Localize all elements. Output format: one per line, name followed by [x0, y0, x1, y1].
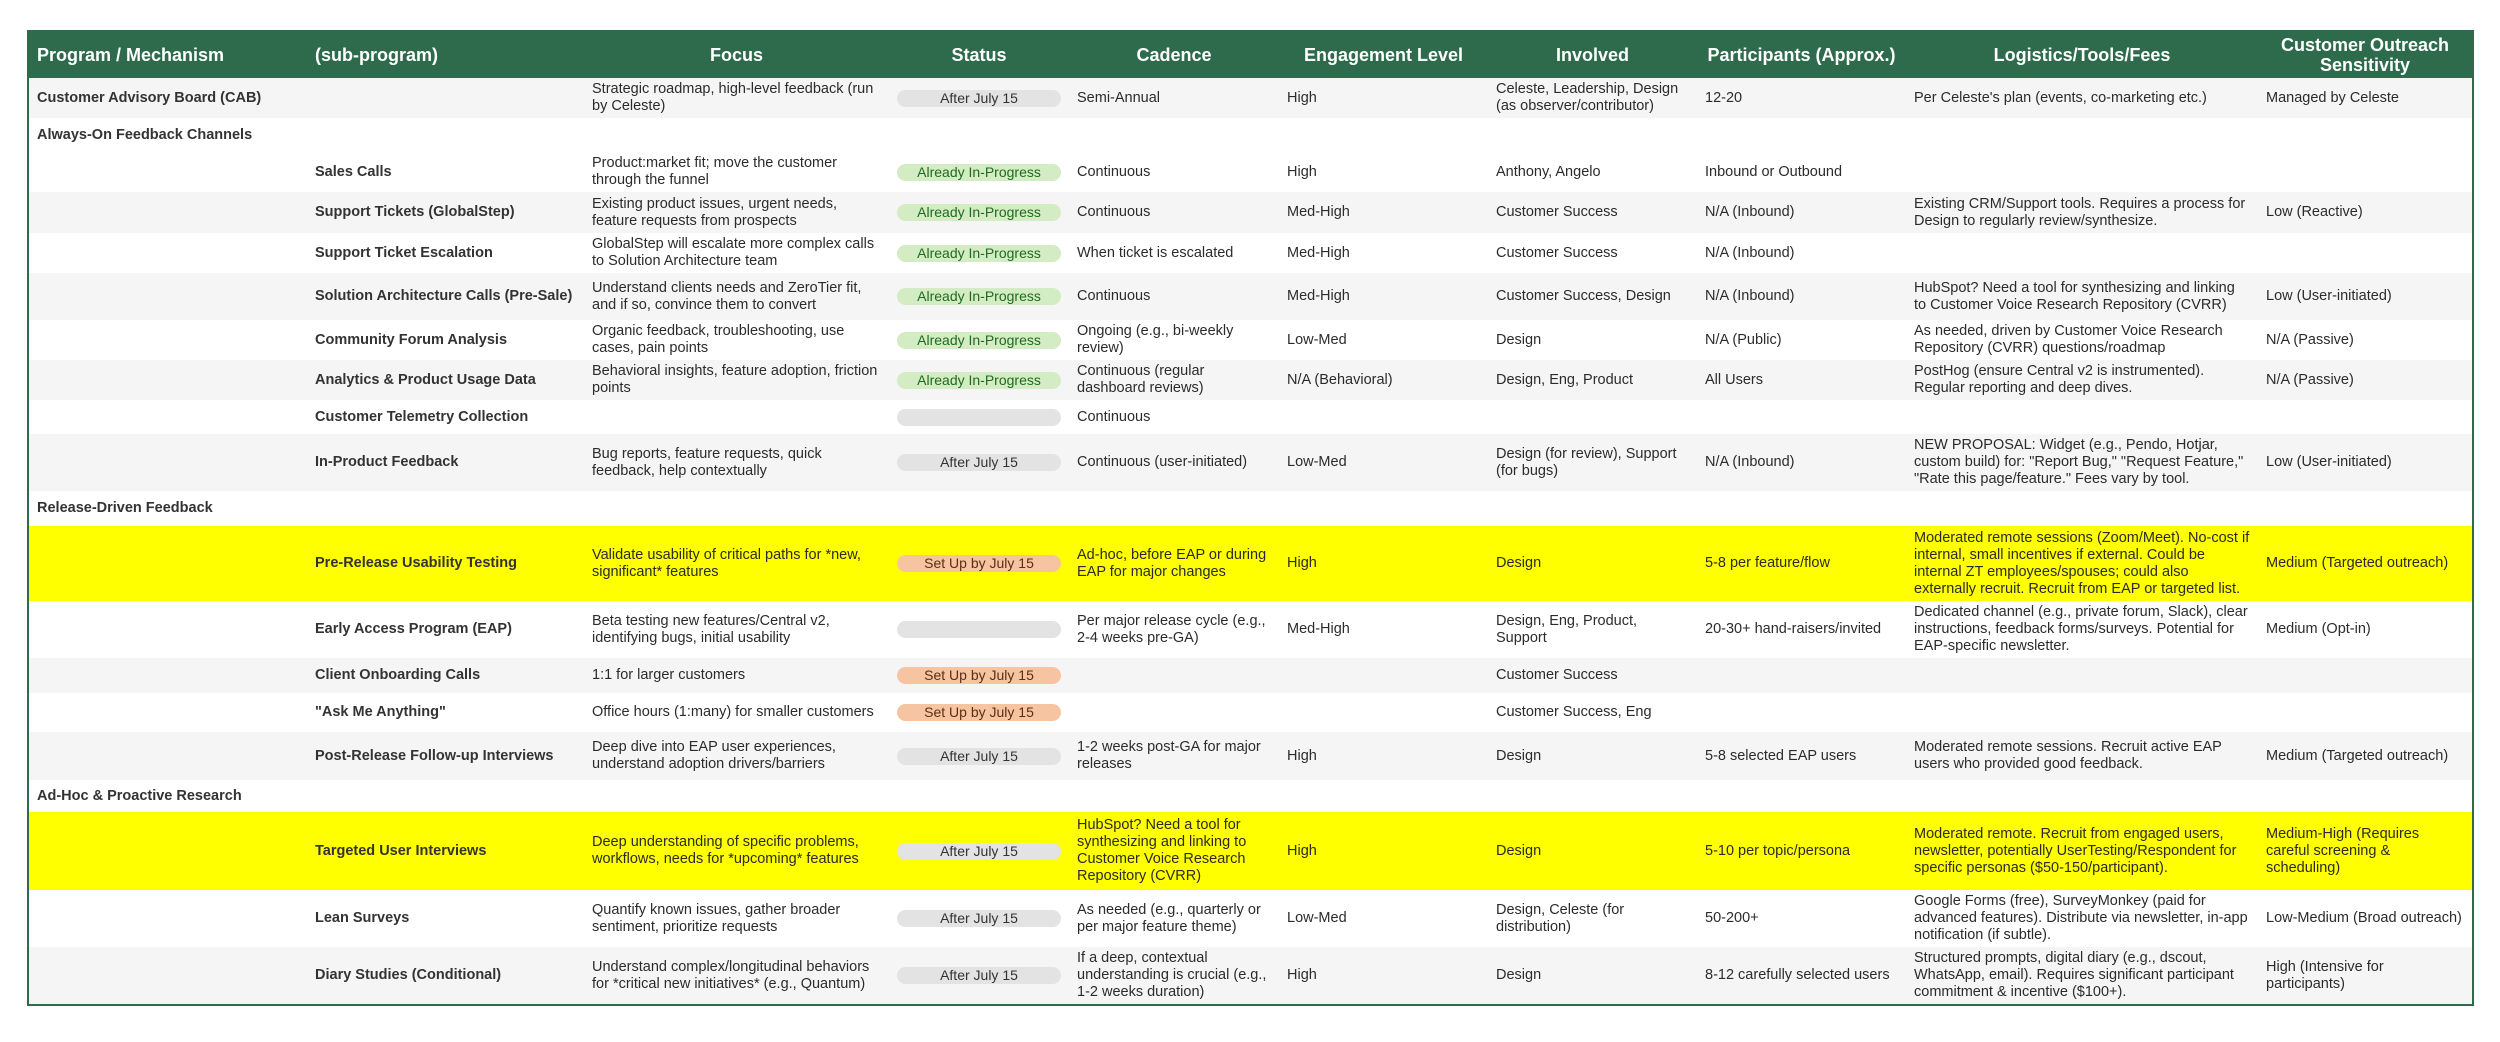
- status-badge: Already In-Progress: [897, 245, 1061, 262]
- program-cell[interactable]: [28, 192, 307, 233]
- program-cell[interactable]: [28, 732, 307, 780]
- involved-cell[interactable]: Design, Eng, Product, Support: [1488, 601, 1697, 658]
- cadence-cell[interactable]: [1069, 693, 1279, 732]
- involved-cell[interactable]: Customer Success, Design: [1488, 273, 1697, 320]
- status-cell[interactable]: [889, 601, 1069, 658]
- section-heading: Always-On Feedback Channels: [28, 118, 2473, 152]
- participants-cell[interactable]: N/A (Inbound): [1697, 233, 1906, 273]
- focus-cell[interactable]: Understand complex/longitudinal behaviors for *critical new initiatives* (e.g., Quantum): [584, 947, 889, 1005]
- cadence-cell[interactable]: When ticket is escalated: [1069, 233, 1279, 273]
- focus-cell[interactable]: Validate usability of critical paths for *new, significant* features: [584, 526, 889, 601]
- engagement-cell[interactable]: High: [1279, 947, 1488, 1005]
- program-table: [27, 30, 2474, 1006]
- focus-cell[interactable]: Product:market fit; move the customer through the funnel: [584, 152, 889, 192]
- program-cell[interactable]: [28, 400, 307, 434]
- sub-program-cell[interactable]: Solution Architecture Calls (Pre-Sale): [307, 273, 584, 320]
- logistics-cell[interactable]: [1906, 658, 2258, 693]
- status-cell[interactable]: [889, 360, 1069, 400]
- focus-cell[interactable]: Understand clients needs and ZeroTier fit, and if so, convince them to convert: [584, 273, 889, 320]
- sub-program-cell[interactable]: [307, 78, 584, 118]
- participants-cell[interactable]: 5-8 per feature/flow: [1697, 526, 1906, 601]
- status-cell[interactable]: [889, 658, 1069, 693]
- status-cell[interactable]: [889, 233, 1069, 273]
- focus-cell[interactable]: Deep dive into EAP user experiences, understand adoption drivers/barriers: [584, 732, 889, 780]
- table-row: [28, 732, 2473, 780]
- section-row: [28, 491, 2473, 526]
- engagement-cell[interactable]: Low-Med: [1279, 320, 1488, 360]
- sensitivity-cell[interactable]: Medium (Targeted outreach): [2258, 732, 2473, 780]
- logistics-cell[interactable]: Moderated remote sessions. Recruit active EAP users who provided good feedback.: [1906, 732, 2258, 780]
- program-cell[interactable]: Customer Advisory Board (CAB): [28, 78, 307, 118]
- logistics-cell[interactable]: PostHog (ensure Central v2 is instrumented). Regular reporting and deep dives.: [1906, 360, 2258, 400]
- sensitivity-cell[interactable]: [2258, 233, 2473, 273]
- participants-cell[interactable]: N/A (Inbound): [1697, 192, 1906, 233]
- focus-cell[interactable]: Organic feedback, troubleshooting, use cases, pain points: [584, 320, 889, 360]
- status-badge: Set Up by July 15: [897, 555, 1061, 572]
- sensitivity-cell[interactable]: Medium-High (Requires careful screening & scheduling): [2258, 812, 2473, 890]
- sub-program-cell[interactable]: Lean Surveys: [307, 890, 584, 947]
- col-header-status[interactable]: Status: [889, 31, 1069, 78]
- table-row: [28, 273, 2473, 320]
- involved-cell[interactable]: Customer Success: [1488, 658, 1697, 693]
- status-cell[interactable]: [889, 947, 1069, 1005]
- col-header-involved[interactable]: Involved: [1488, 31, 1697, 78]
- sensitivity-cell[interactable]: N/A (Passive): [2258, 360, 2473, 400]
- status-cell[interactable]: [889, 732, 1069, 780]
- involved-cell[interactable]: Design (for review), Support (for bugs): [1488, 434, 1697, 491]
- sensitivity-cell[interactable]: Low (User-initiated): [2258, 273, 2473, 320]
- involved-cell[interactable]: Design: [1488, 947, 1697, 1005]
- sensitivity-cell[interactable]: [2258, 400, 2473, 434]
- engagement-cell[interactable]: High: [1279, 526, 1488, 601]
- logistics-cell[interactable]: [1906, 152, 2258, 192]
- status-cell[interactable]: [889, 693, 1069, 732]
- involved-cell[interactable]: Anthony, Angelo: [1488, 152, 1697, 192]
- status-badge: After July 15: [897, 748, 1061, 765]
- focus-cell[interactable]: Behavioral insights, feature adoption, friction points: [584, 360, 889, 400]
- involved-cell[interactable]: Design: [1488, 732, 1697, 780]
- program-cell[interactable]: [28, 526, 307, 601]
- section-row: [28, 780, 2473, 812]
- engagement-cell[interactable]: High: [1279, 732, 1488, 780]
- program-cell[interactable]: [28, 320, 307, 360]
- program-cell[interactable]: [28, 890, 307, 947]
- involved-cell[interactable]: Design: [1488, 320, 1697, 360]
- involved-cell[interactable]: Design, Eng, Product: [1488, 360, 1697, 400]
- logistics-cell[interactable]: As needed, driven by Customer Voice Research Repository (CVRR) questions/roadmap: [1906, 320, 2258, 360]
- table-row: [28, 526, 2473, 601]
- involved-cell[interactable]: Design: [1488, 526, 1697, 601]
- engagement-cell[interactable]: [1279, 400, 1488, 434]
- table-row: [28, 890, 2473, 947]
- table-row: [28, 400, 2473, 434]
- focus-cell[interactable]: Strategic roadmap, high-level feedback (run by Celeste): [584, 78, 889, 118]
- program-cell[interactable]: [28, 601, 307, 658]
- focus-cell[interactable]: 1:1 for larger customers: [584, 658, 889, 693]
- focus-cell[interactable]: [584, 400, 889, 434]
- program-cell[interactable]: [28, 947, 307, 1005]
- sub-program-cell[interactable]: Support Ticket Escalation: [307, 233, 584, 273]
- cadence-cell[interactable]: If a deep, contextual understanding is crucial (e.g., 1-2 weeks duration): [1069, 947, 1279, 1005]
- cadence-cell[interactable]: Per major release cycle (e.g., 2-4 weeks pre-GA): [1069, 601, 1279, 658]
- sensitivity-cell[interactable]: [2258, 693, 2473, 732]
- engagement-cell[interactable]: High: [1279, 152, 1488, 192]
- sensitivity-cell[interactable]: Medium (Opt-in): [2258, 601, 2473, 658]
- sub-program-cell[interactable]: Early Access Program (EAP): [307, 601, 584, 658]
- table-row: [28, 78, 2473, 118]
- cadence-cell[interactable]: HubSpot? Need a tool for synthesizing and linking to Customer Voice Research Repository (CVRR): [1069, 812, 1279, 890]
- engagement-cell[interactable]: High: [1279, 812, 1488, 890]
- participants-cell[interactable]: 8-12 carefully selected users: [1697, 947, 1906, 1005]
- participants-cell[interactable]: 50-200+: [1697, 890, 1906, 947]
- logistics-cell[interactable]: Google Forms (free), SurveyMonkey (paid for advanced features). Distribute via newsletter, in-app notification (if subtle).: [1906, 890, 2258, 947]
- sub-program-cell[interactable]: Community Forum Analysis: [307, 320, 584, 360]
- status-cell[interactable]: [889, 400, 1069, 434]
- status-cell[interactable]: [889, 434, 1069, 491]
- involved-cell[interactable]: Customer Success: [1488, 192, 1697, 233]
- sub-program-cell[interactable]: Customer Telemetry Collection: [307, 400, 584, 434]
- cadence-cell[interactable]: Continuous: [1069, 400, 1279, 434]
- logistics-cell[interactable]: HubSpot? Need a tool for synthesizing and linking to Customer Voice Research Repository (CVRR): [1906, 273, 2258, 320]
- table-row: [28, 601, 2473, 658]
- participants-cell[interactable]: [1697, 693, 1906, 732]
- focus-cell[interactable]: Bug reports, feature requests, quick feedback, help contextually: [584, 434, 889, 491]
- focus-cell[interactable]: Quantify known issues, gather broader sentiment, prioritize requests: [584, 890, 889, 947]
- status-cell[interactable]: [889, 320, 1069, 360]
- engagement-cell[interactable]: Med-High: [1279, 233, 1488, 273]
- cadence-cell[interactable]: 1-2 weeks post-GA for major releases: [1069, 732, 1279, 780]
- table-row: [28, 812, 2473, 890]
- status-cell[interactable]: [889, 192, 1069, 233]
- cadence-cell[interactable]: As needed (e.g., quarterly or per major feature theme): [1069, 890, 1279, 947]
- section-row: [28, 118, 2473, 152]
- participants-cell[interactable]: All Users: [1697, 360, 1906, 400]
- col-header-focus[interactable]: Focus: [584, 31, 889, 78]
- participants-cell[interactable]: 5-10 per topic/persona: [1697, 812, 1906, 890]
- logistics-cell[interactable]: [1906, 693, 2258, 732]
- cadence-cell[interactable]: Continuous: [1069, 152, 1279, 192]
- table-row: [28, 233, 2473, 273]
- cadence-cell[interactable]: [1069, 658, 1279, 693]
- status-badge: Already In-Progress: [897, 372, 1061, 389]
- sub-program-cell[interactable]: Client Onboarding Calls: [307, 658, 584, 693]
- status-cell[interactable]: [889, 78, 1069, 118]
- program-cell[interactable]: [28, 812, 307, 890]
- status-badge: [897, 409, 1061, 426]
- table-row: [28, 693, 2473, 732]
- sensitivity-cell[interactable]: Low-Medium (Broad outreach): [2258, 890, 2473, 947]
- status-badge: After July 15: [897, 90, 1061, 107]
- sensitivity-cell[interactable]: Low (Reactive): [2258, 192, 2473, 233]
- focus-cell[interactable]: Office hours (1:many) for smaller customers: [584, 693, 889, 732]
- involved-cell[interactable]: Design, Celeste (for distribution): [1488, 890, 1697, 947]
- focus-cell[interactable]: Existing product issues, urgent needs, feature requests from prospects: [584, 192, 889, 233]
- program-cell[interactable]: [28, 273, 307, 320]
- focus-cell[interactable]: Beta testing new features/Central v2, identifying bugs, initial usability: [584, 601, 889, 658]
- status-badge: Already In-Progress: [897, 164, 1061, 181]
- involved-cell[interactable]: Customer Success: [1488, 233, 1697, 273]
- col-header-logistics[interactable]: Logistics/Tools/Fees: [1906, 31, 2258, 78]
- logistics-cell[interactable]: Moderated remote sessions (Zoom/Meet). No-cost if internal, small incentives if external. Could be internal ZT employees/spouses; could also externally recruit. Recruit from EAP or targeted list.: [1906, 526, 2258, 601]
- status-cell[interactable]: [889, 526, 1069, 601]
- engagement-cell[interactable]: Low-Med: [1279, 434, 1488, 491]
- involved-cell[interactable]: Customer Success, Eng: [1488, 693, 1697, 732]
- col-header-sensitivity[interactable]: Customer Outreach Sensitivity: [2258, 31, 2473, 78]
- engagement-cell[interactable]: [1279, 658, 1488, 693]
- sub-program-cell[interactable]: Pre-Release Usability Testing: [307, 526, 584, 601]
- section-heading: Ad-Hoc & Proactive Research: [28, 780, 2473, 812]
- cadence-cell[interactable]: Continuous (user-initiated): [1069, 434, 1279, 491]
- cadence-cell[interactable]: Semi-Annual: [1069, 78, 1279, 118]
- status-badge: After July 15: [897, 910, 1061, 927]
- logistics-cell[interactable]: NEW PROPOSAL: Widget (e.g., Pendo, Hotjar, custom build) for: "Report Bug," "Request Feature," "Rate this page/feature." Fees vary by tool.: [1906, 434, 2258, 491]
- engagement-cell[interactable]: Med-High: [1279, 192, 1488, 233]
- engagement-cell[interactable]: N/A (Behavioral): [1279, 360, 1488, 400]
- status-cell[interactable]: [889, 890, 1069, 947]
- sub-program-cell[interactable]: Targeted User Interviews: [307, 812, 584, 890]
- status-badge: After July 15: [897, 843, 1061, 860]
- sensitivity-cell[interactable]: N/A (Passive): [2258, 320, 2473, 360]
- status-badge: Already In-Progress: [897, 332, 1061, 349]
- program-cell[interactable]: [28, 693, 307, 732]
- status-cell[interactable]: [889, 812, 1069, 890]
- status-cell[interactable]: [889, 152, 1069, 192]
- cadence-cell[interactable]: Continuous: [1069, 273, 1279, 320]
- logistics-cell[interactable]: [1906, 400, 2258, 434]
- sensitivity-cell[interactable]: Medium (Targeted outreach): [2258, 526, 2473, 601]
- table-body: [28, 78, 2473, 1005]
- sensitivity-cell[interactable]: High (Intensive for participants): [2258, 947, 2473, 1005]
- table-row: [28, 360, 2473, 400]
- table-row: [28, 192, 2473, 233]
- sub-program-cell[interactable]: In-Product Feedback: [307, 434, 584, 491]
- logistics-cell[interactable]: Per Celeste's plan (events, co-marketing etc.): [1906, 78, 2258, 118]
- table-row: [28, 947, 2473, 1005]
- focus-cell[interactable]: GlobalStep will escalate more complex calls to Solution Architecture team: [584, 233, 889, 273]
- sub-program-cell[interactable]: Sales Calls: [307, 152, 584, 192]
- status-badge: Already In-Progress: [897, 288, 1061, 305]
- sub-program-cell[interactable]: Analytics & Product Usage Data: [307, 360, 584, 400]
- involved-cell[interactable]: Design: [1488, 812, 1697, 890]
- sub-program-cell[interactable]: Support Tickets (GlobalStep): [307, 192, 584, 233]
- logistics-cell[interactable]: Existing CRM/Support tools. Requires a process for Design to regularly review/synthesize.: [1906, 192, 2258, 233]
- col-header-participants[interactable]: Participants (Approx.): [1697, 31, 1906, 78]
- table-row: [28, 320, 2473, 360]
- focus-cell[interactable]: Deep understanding of specific problems, workflows, needs for *upcoming* features: [584, 812, 889, 890]
- sensitivity-cell[interactable]: Managed by Celeste: [2258, 78, 2473, 118]
- participants-cell[interactable]: N/A (Inbound): [1697, 434, 1906, 491]
- status-badge: Already In-Progress: [897, 204, 1061, 221]
- program-cell[interactable]: [28, 434, 307, 491]
- status-cell[interactable]: [889, 273, 1069, 320]
- cadence-cell[interactable]: Continuous (regular dashboard reviews): [1069, 360, 1279, 400]
- col-header-sub-program[interactable]: (sub-program): [307, 31, 584, 78]
- engagement-cell[interactable]: High: [1279, 78, 1488, 118]
- logistics-cell[interactable]: Moderated remote. Recruit from engaged users, newsletter, potentially UserTesting/Respondent for specific personas ($50-150/participant).: [1906, 812, 2258, 890]
- participants-cell[interactable]: N/A (Inbound): [1697, 273, 1906, 320]
- col-header-program[interactable]: Program / Mechanism: [28, 31, 307, 78]
- involved-cell[interactable]: Celeste, Leadership, Design (as observer/contributor): [1488, 78, 1697, 118]
- program-cell[interactable]: [28, 658, 307, 693]
- sensitivity-cell[interactable]: [2258, 658, 2473, 693]
- logistics-cell[interactable]: [1906, 233, 2258, 273]
- participants-cell[interactable]: 20-30+ hand-raisers/invited: [1697, 601, 1906, 658]
- cadence-cell[interactable]: Ad-hoc, before EAP or during EAP for major changes: [1069, 526, 1279, 601]
- participants-cell[interactable]: 5-8 selected EAP users: [1697, 732, 1906, 780]
- engagement-cell[interactable]: Med-High: [1279, 601, 1488, 658]
- sensitivity-cell[interactable]: [2258, 152, 2473, 192]
- program-cell[interactable]: [28, 233, 307, 273]
- involved-cell[interactable]: [1488, 400, 1697, 434]
- cadence-cell[interactable]: Ongoing (e.g., bi-weekly review): [1069, 320, 1279, 360]
- table-row: [28, 658, 2473, 693]
- cadence-cell[interactable]: Continuous: [1069, 192, 1279, 233]
- table-row: [28, 152, 2473, 192]
- sub-program-cell[interactable]: "Ask Me Anything": [307, 693, 584, 732]
- status-badge: After July 15: [897, 454, 1061, 471]
- header-row: [28, 31, 2473, 78]
- status-badge: [897, 621, 1061, 638]
- status-badge: Set Up by July 15: [897, 667, 1061, 684]
- sub-program-cell[interactable]: Diary Studies (Conditional): [307, 947, 584, 1005]
- participants-cell[interactable]: Inbound or Outbound: [1697, 152, 1906, 192]
- table-row: [28, 434, 2473, 491]
- participants-cell[interactable]: [1697, 658, 1906, 693]
- participants-cell[interactable]: [1697, 400, 1906, 434]
- engagement-cell[interactable]: Med-High: [1279, 273, 1488, 320]
- sensitivity-cell[interactable]: Low (User-initiated): [2258, 434, 2473, 491]
- participants-cell[interactable]: N/A (Public): [1697, 320, 1906, 360]
- col-header-engagement[interactable]: Engagement Level: [1279, 31, 1488, 78]
- sub-program-cell[interactable]: Post-Release Follow-up Interviews: [307, 732, 584, 780]
- program-cell[interactable]: [28, 360, 307, 400]
- status-badge: Set Up by July 15: [897, 704, 1061, 721]
- program-cell[interactable]: [28, 152, 307, 192]
- status-badge: After July 15: [897, 967, 1061, 984]
- logistics-cell[interactable]: Structured prompts, digital diary (e.g., dscout, WhatsApp, email). Requires significant participant commitment & incentive ($100+).: [1906, 947, 2258, 1005]
- col-header-cadence[interactable]: Cadence: [1069, 31, 1279, 78]
- participants-cell[interactable]: 12-20: [1697, 78, 1906, 118]
- logistics-cell[interactable]: Dedicated channel (e.g., private forum, Slack), clear instructions, feedback forms/surveys. Potential for EAP-specific newsletter.: [1906, 601, 2258, 658]
- engagement-cell[interactable]: Low-Med: [1279, 890, 1488, 947]
- section-heading: Release-Driven Feedback: [28, 491, 2473, 526]
- engagement-cell[interactable]: [1279, 693, 1488, 732]
